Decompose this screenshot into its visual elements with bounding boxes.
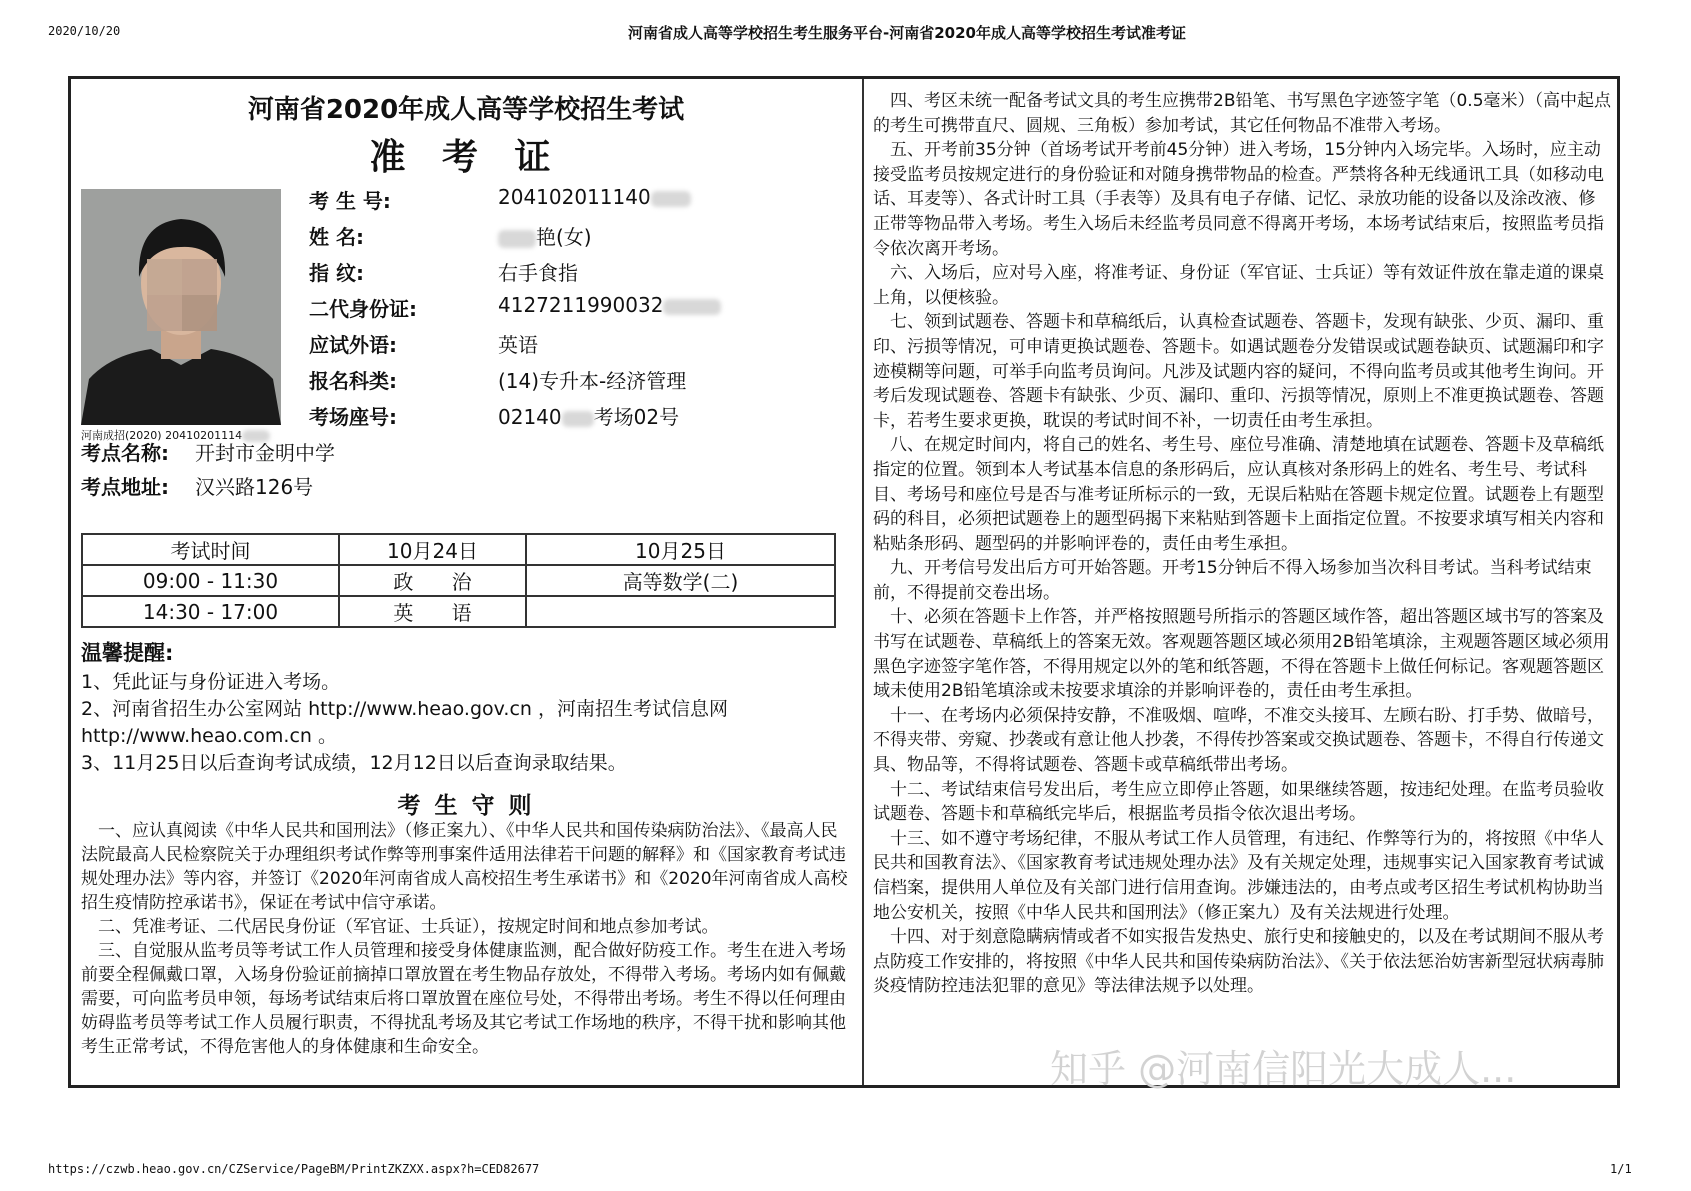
card-title: 准 考 证 [369,137,563,178]
card-left-panel [71,79,861,1085]
exam-title: 河南省2020年成人高等学校招生考试 [247,95,685,125]
site-address-label: 考点地址: [81,475,169,499]
site-name-value: 开封市金明中学 [195,441,335,465]
fingerprint-value: 右手食指 [498,261,578,285]
exam-no-label: 考 生 号: [309,189,391,213]
site-address-value: 汉兴路126号 [195,475,314,499]
rule-paragraph: 十三、如不遵守考场纪律，不服从考试工作人员管理，有违纪、作弊等行为的，将按照《中华人民共和国教育法》、《国家教育考试违规处理办法》及有关规定处理，违规事实记入国家教育考试诚信档案，提供用人单位及有关部门进行信用查询。涉嫌违法的，由考点或考区招生考试机构协助当地公安机关，按照《中华人民共和国刑法》（修正案九）及有关法规进行处理。 [873,828,1604,923]
admission-card [68,76,1620,1088]
footer-page-number: 1/1 [1610,1162,1632,1176]
schedule-cell: 14:30 - 17:00 [82,596,339,627]
subject-label: 报名科类: [309,369,397,393]
id-card-label: 二代身份证: [309,297,417,321]
rule-paragraph: 三、自觉服从监考员等考试工作人员管理和接受身体健康监测，配合做好防疫工作。考生在进入考场前要全程佩戴口罩，入场身份验证前摘掉口罩放置在考生物品存放处，不得带入考场。考场内如有佩戴需要，可向监考员申领，每场考试结束后将口罩放置在座位号处，不得带出考场。考生不得以任何理由妨碍监考员等考试工作人员履行职责，不得扰乱考场及其它考试工作场地的秩序，不得干扰和影响其他考生正常考试，不得危害他人的身体健康和生命安全。 [81,941,846,1057]
tips-list [81,669,821,777]
schedule-row [82,596,835,627]
schedule-cell: 英 语 [339,596,526,627]
exam-no-value: 204102011140 [498,185,691,209]
zhihu-watermark: 知乎 @河南信阳光大成人... [1050,1047,1517,1091]
schedule-cell [526,596,835,627]
print-date: 2020/10/20 [48,24,121,38]
rules-left-column [81,819,853,1059]
rules-right-column [873,89,1611,999]
schedule-cell: 09:00 - 11:30 [82,565,339,596]
rule-paragraph: 六、入场后，应对号入座，将准考证、身份证（军官证、士兵证）等有效证件放在靠走道的课桌上角，以便核验。 [873,263,1604,308]
name-value: 艳(女) [498,221,592,250]
tip-line: 3、11月25日以后查询考试成绩，12月12日以后查询录取结果。 [81,752,627,774]
rule-paragraph: 九、开考信号发出后方可开始答题。开考15分钟后不得入场参加当次科目考试。当科考试结束前，不得提前交卷出场。 [873,558,1592,603]
page-header-title: 河南省成人高等学校招生考生服务平台-河南省2020年成人高等学校招生考试准考证 [628,24,1186,42]
rule-paragraph: 四、考区未统一配备考试文具的考生应携带2B铅笔、书写黑色字迹签字笔（0.5毫米）（高中起点的考生可携带直尺、圆规、三角板）参加考试，其它任何物品不准带入考场。 [873,91,1612,136]
language-label: 应试外语: [309,333,397,357]
schedule-cell: 政 治 [339,565,526,596]
rule-paragraph: 十、必须在答题卡上作答，并严格按照题号所指示的答题区域作答，超出答题区域书写的答案及书写在试题卷、草稿纸上的答案无效。客观题答题区域必须用2B铅笔填涂，主观题答题区域必须用黑色字迹签字笔作答，不得用规定以外的笔和纸答题，不得在答题卡上做任何标记。客观题答题区域未使用2B铅笔填涂或未按要求填涂的并影响评卷的，责任由考生承担。 [873,607,1610,702]
id-card-value: 4127211990032 [498,293,721,317]
schedule-row [82,565,835,596]
rule-paragraph: 一、应认真阅读《中华人民共和国刑法》（修正案九）、《中华人民共和国传染病防治法》、《最高人民法院最高人民检察院关于办理组织考试作弊等刑事案件适用法律若干问题的解释》和《国家教育考试违规处理办法》等内容，并签订《2020年河南省成人高校招生考生承诺书》和《2020年河南省成人高校招生疫情防控承诺书》，保证在考试中信守承诺。 [81,821,848,913]
tip-line: 2、河南省招生办公室网站 http://www.heao.gov.cn ，河南招生考试信息网 [81,698,728,720]
rule-paragraph: 二、凭准考证、二代居民身份证（军官证、士兵证），按规定时间和地点参加考试。 [98,917,719,937]
schedule-header-cell: 10月24日 [339,534,526,565]
rule-paragraph: 十四、对于刻意隐瞒病情或者不如实报告发热史、旅行史和接触史的，以及在考试期间不服从考点防疫工作安排的，将按照《中华人民共和国传染病防治法》、《关于依法惩治妨害新型冠状病毒肺炎疫情防控违法犯罪的意见》等法律法规予以处理。 [873,927,1604,997]
fingerprint-label: 指 纹: [309,261,364,285]
site-name-label: 考点名称: [81,441,169,465]
rule-paragraph: 十一、在考场内必须保持安静，不准吸烟、喧哗，不准交头接耳、左顾右盼、打手势、做暗号，不得夹带、旁窥、抄袭或有意让他人抄袭，不得传抄答案或交换试题卷、答题卡，不得自行传递文具、物品等，不得将试题卷、答题卡或草稿纸带出考场。 [873,705,1604,776]
schedule-header-cell: 10月25日 [526,534,835,565]
exam-schedule-table [81,533,836,628]
rule-paragraph: 七、领到试题卷、答题卡和草稿纸后，认真检查试题卷、答题卡，发现有缺张、少页、漏印、重印、污损等情况，可申请更换试题卷、答题卡。如遇试题卷分发错误或试题卷缺页、试题漏印和字迹模糊等问题，可举手向监考员询问。凡涉及试题内容的疑问，不得向监考员或其他考生询问。开考后发现试题卷、答题卡有缺张、少页、漏印、重印、污损等情况，原则上不准更换试题卷、答题卡，若考生要求更换，耽误的考试时间不补，一切责任由考生承担。 [873,312,1604,431]
schedule-header-cell: 考试时间 [82,534,339,565]
subject-value: (14)专升本-经济管理 [498,369,687,393]
candidate-photo [81,189,281,425]
tip-line: 1、凭此证与身份证进入考场。 [81,671,341,693]
tip-line: http://www.heao.com.cn 。 [81,725,337,747]
name-label: 姓 名: [309,225,364,249]
language-value: 英语 [498,333,538,357]
rules-title: 考 生 守 则 [397,793,535,819]
seat-value: 02140 考场02号 [498,405,680,429]
seat-label: 考场座号: [309,405,397,429]
rule-paragraph: 八、在规定时间内，将自己的姓名、考生号、座位号准确、清楚地填在试题卷、答题卡及草稿纸指定的位置。领到本人考试基本信息的条形码后，应认真核对条形码上的姓名、考生号、考试科目、考场号和座位号是否与准考证所标示的一致，无误后粘贴在答题卡规定位置。试题卷上有题型码的科目，必须把试题卷上的题型码揭下来粘贴到答题卡上面指定位置。不按要求填写相关内容和粘贴条形码、题型码的并影响评卷的，责任由考生承担。 [873,435,1604,554]
column-divider [862,79,864,1085]
rule-paragraph: 十二、考试结束信号发出后，考生应立即停止答题，如果继续答题，按违纪处理。在监考员验收试题卷、答题卡和草稿纸完毕后，根据监考员指令依次退出考场。 [873,779,1604,825]
photo-caption: 河南成招(2020) 20410201114 [81,427,270,443]
schedule-header-row [82,534,835,565]
schedule-cell: 高等数学(二) [526,565,835,596]
footer-url: https://czwb.heao.gov.cn/CZService/PageBM/PrintZKZXX.aspx?h=CED82677 [48,1162,540,1176]
rule-paragraph: 五、开考前35分钟（首场考试开考前45分钟）进入考场，15分钟内入场完毕。入场时，应主动接受监考员按规定进行的身份验证和对随身携带物品的检查。严禁将各种无线通讯工具（如移动电话、耳麦等）、各式计时工具（手表等）及具有电子存储、记忆、录放功能的设备以及涂改液、修正带等物品带入考场。考生入场后未经监考员同意不得离开考场，本场考试结束后，按照监考员指令依次离开考场。 [873,140,1604,259]
tips-title: 温馨提醒: [81,641,174,665]
